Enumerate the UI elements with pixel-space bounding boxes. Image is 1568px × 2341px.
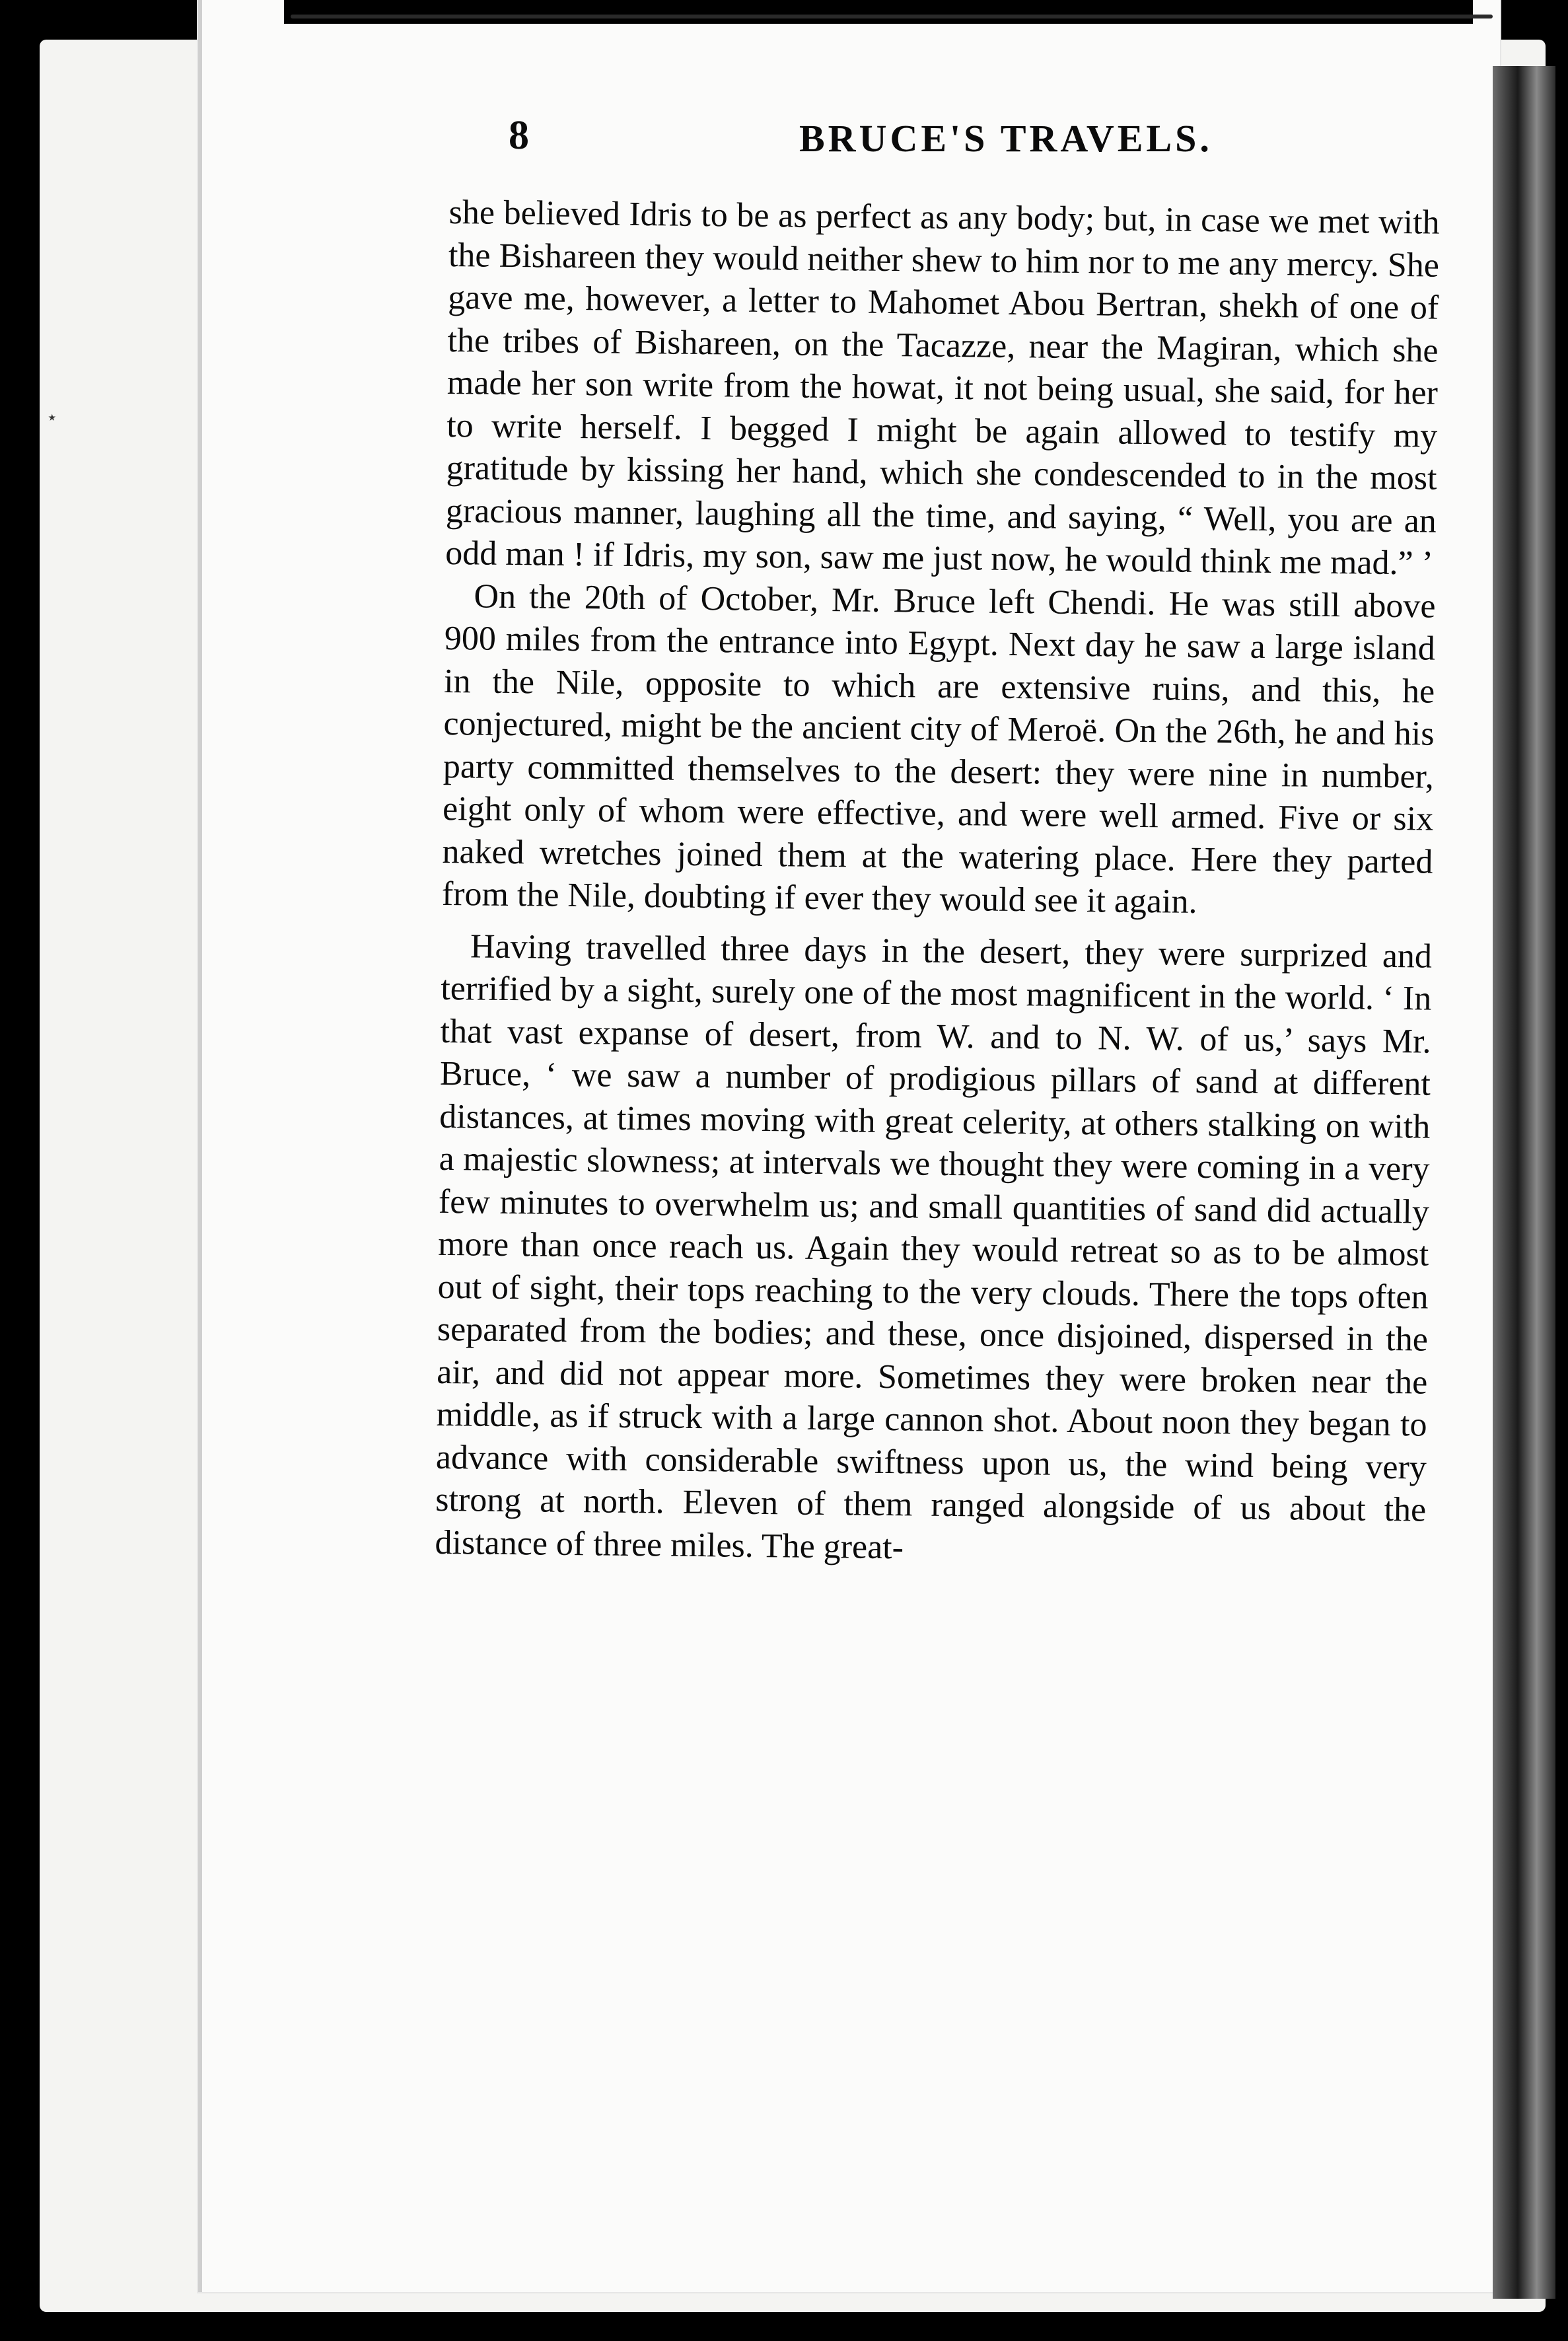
margin-speck: ⋆: [46, 406, 58, 428]
body-text: [435, 192, 1440, 1575]
paragraph-continued: she believed Idris to be as perfect as any body; but, in case we met with the Bishareen they would neither shew to him nor to me any mercy. She gave me, however, a letter to Mahomet Abou Bertran, shekh of one of the tribes of Bishareen, on the Tacazze, near the Magiran, which she made her son write from the howat, it not being usual, she said, for her to write herself. I begged I might be again allowed to testify my gratitude by kissing her hand, which she condescended to in the most gracious manner, laughing all the time, and saying, “ Well, you are an odd man ! if Idris, my son, saw me just now, he would think me mad.” ’: [445, 193, 1440, 583]
paragraph: On the 20th of October, Mr. Bruce left Chendi. He was still above 900 miles from the entrance into Egypt. Next day he saw a large island in the Nile, opposite to which are extensive ruins, and this, he conjectured, might be the ancient city of Meroë. On the 26th, he and his party committed themselves to the desert: they were nine in number, eight only of whom were effective, and were well armed. Five or six naked wretches joined them at the watering place. Here they parted from the Nile, doubting if ever they would see it again.: [441, 577, 1436, 921]
page-gutter-edge: [1493, 66, 1555, 2299]
top-border-line: [291, 15, 1493, 18]
paragraph: Having travelled three days in the desert, they were surprized and terrified by a sight, surely one of the most magnificent in the world. ‘ In that vast expanse of desert, from W. and to N. W. of us,’ says Mr. Bruce, ‘ we saw a number of prodigious pillars of sand at different distances, at times moving with great celerity, at others stalking on with a majestic slowness; at intervals we thought they were coming in a very few minutes to overwhelm us; and small quantities of sand did actually more than once reach us. Again they would retreat so as to be almost out of sight, their tops reaching to the very clouds. There the tops often separated from the bodies; and these, once disjoined, dispersed in the air, and did not appear more. Sometimes they were broken near the middle, as if struck with a large cannon shot. About noon they began to advance with considerable swiftness upon us, the wind being very strong at north. Eleven of them ranged alongside of us about the distance of three miles. The great-: [435, 927, 1433, 1566]
page-header: [509, 112, 1446, 165]
running-head: BRUCE'S TRAVELS.: [799, 117, 1213, 160]
top-edge-shadow: [284, 0, 1473, 24]
page-number: 8: [509, 113, 529, 158]
